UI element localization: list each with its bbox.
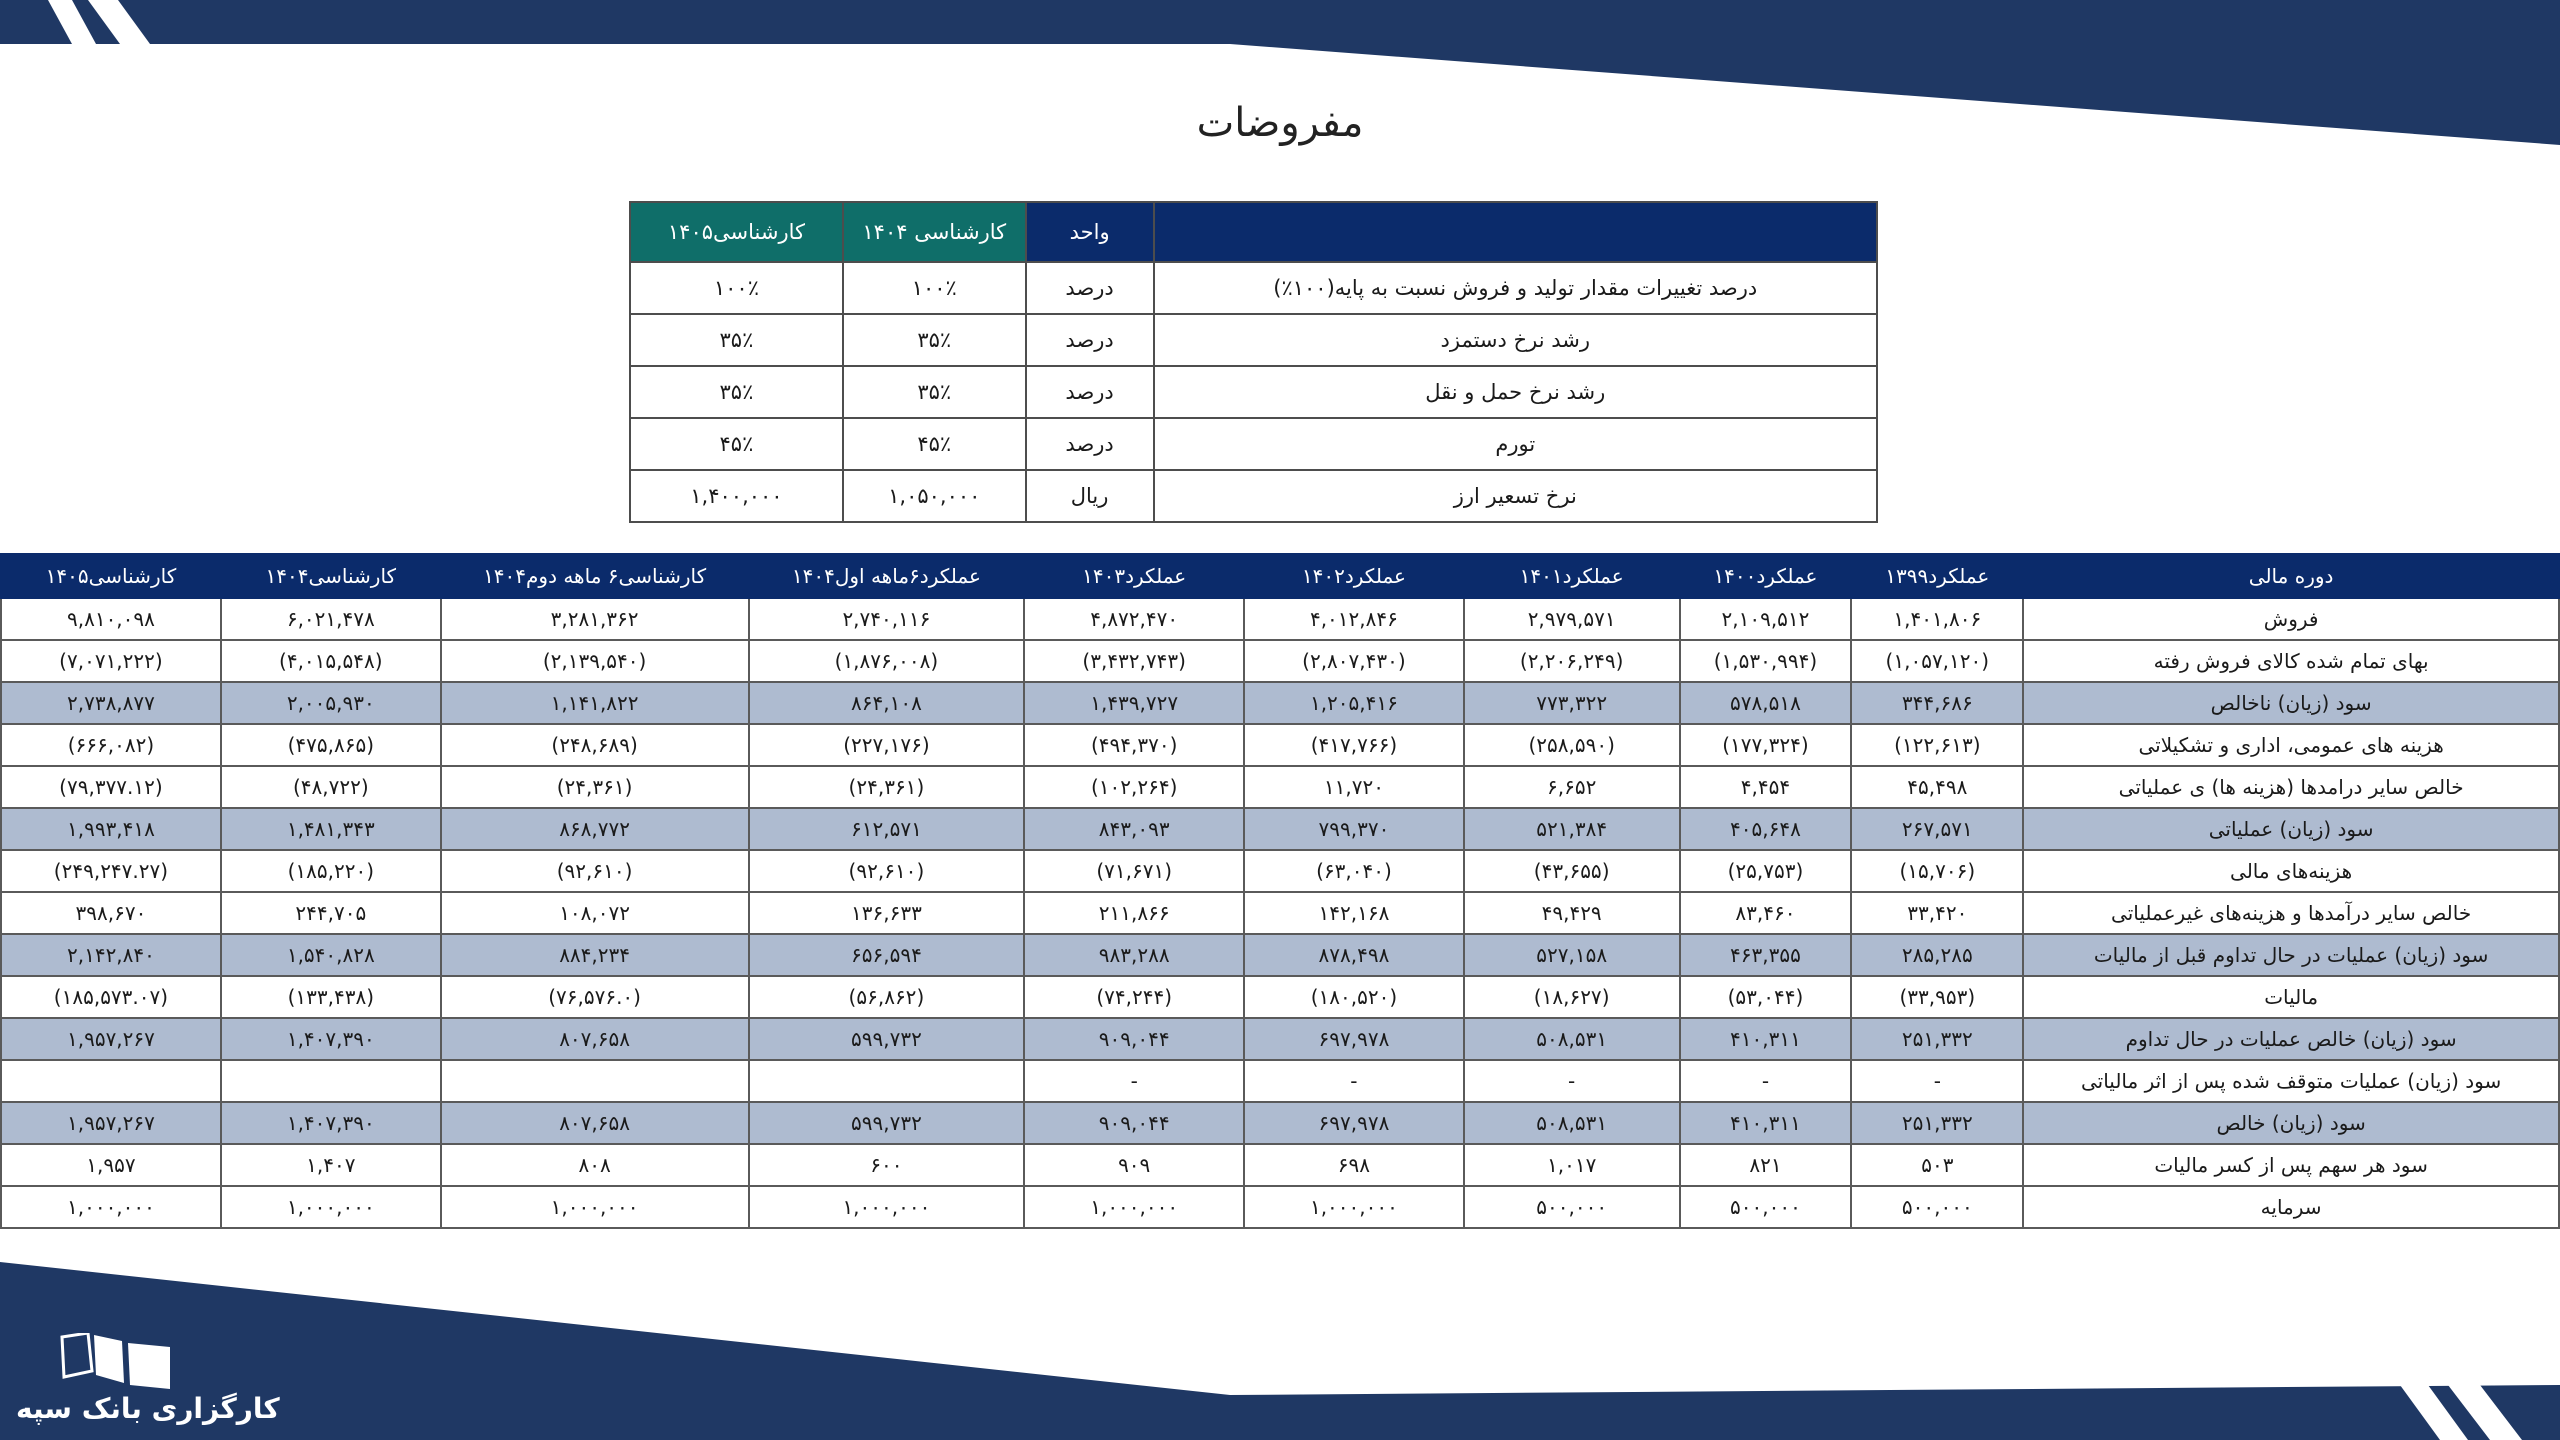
financial-cell: (۴۱۷,۷۶۶) [1244, 724, 1464, 766]
financial-cell: ۸۰۷,۶۵۸ [441, 1018, 749, 1060]
financial-cell: - [1244, 1060, 1464, 1102]
financial-cell: ۱,۹۵۷,۲۶۷ [1, 1018, 221, 1060]
assumption-1404: ۴۵٪ [843, 418, 1026, 470]
financial-cell: ۱,۹۵۷ [1, 1144, 221, 1186]
financial-cell: (۱۸,۶۲۷) [1464, 976, 1680, 1018]
financial-cell: ۱,۰۰۰,۰۰۰ [221, 1186, 441, 1228]
assumption-1404: ۳۵٪ [843, 366, 1026, 418]
financial-cell: ۱,۵۴۰,۸۲۸ [221, 934, 441, 976]
assumption-row [630, 262, 1877, 314]
financial-cell: ۴,۴۵۴ [1680, 766, 1852, 808]
financial-cell: ۱,۰۰۰,۰۰۰ [1024, 1186, 1244, 1228]
financial-cell: ۶۵۶,۵۹۴ [749, 934, 1025, 976]
assumption-label: نرخ تسعیر ارز [1154, 470, 1877, 522]
financial-header-col: عملکرد۱۴۰۱ [1464, 554, 1680, 598]
financial-cell: (۷,۰۷۱,۲۲۲) [1, 640, 221, 682]
assumptions-header-unit: واحد [1026, 202, 1154, 262]
financial-cell: (۹۲,۶۱۰) [441, 850, 749, 892]
financial-row-label: سود (زیان) عملیات متوقف شده پس از اثر مالیاتی [2023, 1060, 2559, 1102]
financial-cell: ۲۴۴,۷۰۵ [221, 892, 441, 934]
financial-cell: ۲,۷۴۰,۱۱۶ [749, 598, 1025, 640]
assumption-unit: ریال [1026, 470, 1154, 522]
financial-row [1, 1186, 2559, 1228]
financial-cell: - [1680, 1060, 1852, 1102]
financial-cell: ۲,۱۴۲,۸۴۰ [1, 934, 221, 976]
financial-cell: (۲,۸۰۷,۴۳۰) [1244, 640, 1464, 682]
financial-row [1, 1144, 2559, 1186]
assumptions-header-1405: کارشناسی۱۴۰۵ [630, 202, 843, 262]
financial-cell: ۴۰۵,۶۴۸ [1680, 808, 1852, 850]
financial-row-label: خالص سایر درآمدها و هزینه‌های غیرعملیاتی [2023, 892, 2559, 934]
financial-row-label: سود هر سهم پس از کسر مالیات [2023, 1144, 2559, 1186]
financial-header-col: عملکرد۱۴۰۲ [1244, 554, 1464, 598]
financial-cell: (۲۴۸,۶۸۹) [441, 724, 749, 766]
financial-row-label: فروش [2023, 598, 2559, 640]
assumptions-header-item [1154, 202, 1877, 262]
financial-row [1, 682, 2559, 724]
bottom-band [0, 1262, 2560, 1440]
financial-cell: ۸۰۸ [441, 1144, 749, 1186]
financial-header-col: عملکرد۶ماهه اول۱۴۰۴ [749, 554, 1025, 598]
financial-cell: - [1024, 1060, 1244, 1102]
financial-cell: ۱۰۸,۰۷۲ [441, 892, 749, 934]
financial-cell: ۱,۰۰۰,۰۰۰ [749, 1186, 1025, 1228]
financial-cell: ۱۱,۷۲۰ [1244, 766, 1464, 808]
financial-cell: ۸۳,۴۶۰ [1680, 892, 1852, 934]
financial-cell: (۶۳,۰۴۰) [1244, 850, 1464, 892]
financial-cell: (۳,۴۳۲,۷۴۳) [1024, 640, 1244, 682]
financial-cell: ۸۷۸,۴۹۸ [1244, 934, 1464, 976]
financial-cell: ۳۳,۴۲۰ [1851, 892, 2023, 934]
financial-cell: - [1851, 1060, 2023, 1102]
financial-header-col: عملکرد۱۳۹۹ [1851, 554, 2023, 598]
financial-cell: (۲,۱۳۹,۵۴۰) [441, 640, 749, 682]
financial-cell: ۵۰۰,۰۰۰ [1680, 1186, 1852, 1228]
financial-row [1, 724, 2559, 766]
financial-cell: (۴۸,۷۲۲) [221, 766, 441, 808]
financial-cell: ۹۰۹,۰۴۴ [1024, 1018, 1244, 1060]
financial-cell: ۴۶۳,۳۵۵ [1680, 934, 1852, 976]
financial-cell: ۱,۴۳۹,۷۲۷ [1024, 682, 1244, 724]
financial-row [1, 1060, 2559, 1102]
financial-cell: ۵۰۸,۵۳۱ [1464, 1102, 1680, 1144]
financial-cell: ۵۰۰,۰۰۰ [1464, 1186, 1680, 1228]
financial-cell: (۱۳۳,۴۳۸) [221, 976, 441, 1018]
financial-cell: (۱۷۷,۳۲۴) [1680, 724, 1852, 766]
financial-row [1, 976, 2559, 1018]
assumptions-table [629, 201, 1878, 523]
financial-cell: ۴۱۰,۳۱۱ [1680, 1102, 1852, 1144]
financial-cell: ۴۹,۴۲۹ [1464, 892, 1680, 934]
financial-cell: (۵۶,۸۶۲) [749, 976, 1025, 1018]
financial-cell: ۸۶۸,۷۷۲ [441, 808, 749, 850]
financial-cell: ۶۹۸ [1244, 1144, 1464, 1186]
financial-header-period: دوره مالی [2023, 554, 2559, 598]
financial-cell: ۱,۱۴۱,۸۲۲ [441, 682, 749, 724]
financial-cell: (۲۲۷,۱۷۶) [749, 724, 1025, 766]
financial-cell: ۸۴۳,۰۹۳ [1024, 808, 1244, 850]
logo-text: کارگزاری بانک سپه [16, 1392, 280, 1425]
financial-cell: ۴۱۰,۳۱۱ [1680, 1018, 1852, 1060]
financial-cell: ۵۹۹,۷۳۲ [749, 1102, 1025, 1144]
financial-cell: ۱,۰۰۰,۰۰۰ [1244, 1186, 1464, 1228]
financial-row [1, 934, 2559, 976]
financial-cell: ۶۹۷,۹۷۸ [1244, 1018, 1464, 1060]
financial-row-label: سود (زیان) عملیاتی [2023, 808, 2559, 850]
financial-cell: ۱,۲۰۵,۴۱۶ [1244, 682, 1464, 724]
financial-row [1, 640, 2559, 682]
financial-cell: ۵۷۸,۵۱۸ [1680, 682, 1852, 724]
assumption-1405: ۳۵٪ [630, 366, 843, 418]
financial-cell [749, 1060, 1025, 1102]
financial-cell: (۱۸۵,۲۲۰) [221, 850, 441, 892]
financial-cell: ۹۸۳,۲۸۸ [1024, 934, 1244, 976]
financial-cell: ۵۲۱,۳۸۴ [1464, 808, 1680, 850]
assumption-1404: ۱,۰۵۰,۰۰۰ [843, 470, 1026, 522]
financial-row [1, 766, 2559, 808]
financial-cell: (۱,۰۵۷,۱۲۰) [1851, 640, 2023, 682]
financial-cell: ۱,۰۰۰,۰۰۰ [441, 1186, 749, 1228]
financial-header-row [1, 554, 2559, 598]
page-title: مفروضات [1196, 100, 1364, 146]
financial-cell: ۲۶۷,۵۷۱ [1851, 808, 2023, 850]
financial-cell: ۱,۹۹۳,۴۱۸ [1, 808, 221, 850]
financial-cell: ۲۵۱,۳۳۲ [1851, 1018, 2023, 1060]
assumption-row [630, 470, 1877, 522]
assumption-unit: درصد [1026, 314, 1154, 366]
financial-cell: ۹۰۹,۰۴۴ [1024, 1102, 1244, 1144]
financial-cell: ۲,۹۷۹,۵۷۱ [1464, 598, 1680, 640]
financial-cell: ۶,۰۲۱,۴۷۸ [221, 598, 441, 640]
assumption-unit: درصد [1026, 418, 1154, 470]
financial-cell: (۷۶,۵۷۶.۰) [441, 976, 749, 1018]
financial-cell: ۶۰۰ [749, 1144, 1025, 1186]
financial-cell: ۱,۴۰۷ [221, 1144, 441, 1186]
assumption-1405: ۱۰۰٪ [630, 262, 843, 314]
financial-cell: ۳۴۴,۶۸۶ [1851, 682, 2023, 724]
financial-cell: ۱,۴۰۷,۳۹۰ [221, 1018, 441, 1060]
financial-cell: ۶,۶۵۲ [1464, 766, 1680, 808]
financial-cell: ۳,۲۸۱,۳۶۲ [441, 598, 749, 640]
financial-header-col: کارشناسی۶ ماهه دوم۱۴۰۴ [441, 554, 749, 598]
financial-row [1, 808, 2559, 850]
financial-row [1, 1102, 2559, 1144]
financial-cell: ۸۸۴,۲۳۴ [441, 934, 749, 976]
assumption-unit: درصد [1026, 262, 1154, 314]
financial-row-label: سود (زیان) ناخالص [2023, 682, 2559, 724]
financial-cell: ۹۰۹ [1024, 1144, 1244, 1186]
financial-cell: (۲۴,۳۶۱) [441, 766, 749, 808]
financial-cell: (۱۰۲,۲۶۴) [1024, 766, 1244, 808]
financial-cell: ۱,۰۰۰,۰۰۰ [1, 1186, 221, 1228]
financial-cell [221, 1060, 441, 1102]
financial-header-col: عملکرد۱۴۰۳ [1024, 554, 1244, 598]
financial-cell: ۱,۹۵۷,۲۶۷ [1, 1102, 221, 1144]
financial-cell [1, 1060, 221, 1102]
financial-header-col: کارشناسی۱۴۰۵ [1, 554, 221, 598]
assumption-1405: ۳۵٪ [630, 314, 843, 366]
financial-cell: ۱,۰۱۷ [1464, 1144, 1680, 1186]
financial-table [0, 553, 2560, 1229]
financial-cell: (۲۵۸,۵۹۰) [1464, 724, 1680, 766]
assumption-label: رشد نرخ دستمزد [1154, 314, 1877, 366]
financial-cell: ۴۵,۴۹۸ [1851, 766, 2023, 808]
financial-cell: ۱,۴۰۱,۸۰۶ [1851, 598, 2023, 640]
financial-cell: (۷۹,۳۷۷.۱۲) [1, 766, 221, 808]
financial-cell: ۷۷۳,۳۲۲ [1464, 682, 1680, 724]
financial-cell: (۴۳,۶۵۵) [1464, 850, 1680, 892]
financial-cell: (۱۵,۷۰۶) [1851, 850, 2023, 892]
financial-row [1, 850, 2559, 892]
financial-cell: (۱۲۲,۶۱۳) [1851, 724, 2023, 766]
financial-cell: (۱۸۰,۵۲۰) [1244, 976, 1464, 1018]
financial-cell: ۶۹۷,۹۷۸ [1244, 1102, 1464, 1144]
financial-cell: ۳۹۸,۶۷۰ [1, 892, 221, 934]
financial-row-label: سود (زیان) خالص عملیات در حال تداوم [2023, 1018, 2559, 1060]
financial-header-col: عملکرد۱۴۰۰ [1680, 554, 1852, 598]
financial-row-label: مالیات [2023, 976, 2559, 1018]
financial-cell: ۵۰۰,۰۰۰ [1851, 1186, 2023, 1228]
financial-cell: ۵۰۳ [1851, 1144, 2023, 1186]
assumptions-header-1404: کارشناسی ۱۴۰۴ [843, 202, 1026, 262]
sepah-logo-icon [58, 1333, 176, 1391]
financial-cell: ۲۵۱,۳۳۲ [1851, 1102, 2023, 1144]
financial-cell: (۴۷۵,۸۶۵) [221, 724, 441, 766]
financial-cell: (۱,۵۳۰,۹۹۴) [1680, 640, 1852, 682]
financial-cell: (۶۶۶,۰۸۲) [1, 724, 221, 766]
financial-row-label: سرمایه [2023, 1186, 2559, 1228]
financial-cell: (۲۵,۷۵۳) [1680, 850, 1852, 892]
financial-header-col: کارشناسی۱۴۰۴ [221, 554, 441, 598]
financial-cell: (۴۹۴,۳۷۰) [1024, 724, 1244, 766]
financial-cell: (۱,۸۷۶,۰۰۸) [749, 640, 1025, 682]
financial-cell: (۴,۰۱۵,۵۴۸) [221, 640, 441, 682]
financial-row-label: سود (زیان) عملیات در حال تداوم قبل از مالیات [2023, 934, 2559, 976]
financial-row-label: سود (زیان) خالص [2023, 1102, 2559, 1144]
financial-cell: ۴,۰۱۲,۸۴۶ [1244, 598, 1464, 640]
financial-cell: (۱۸۵,۵۷۳.۰۷) [1, 976, 221, 1018]
assumptions-header-row [630, 202, 1877, 262]
financial-cell: (۵۳,۰۴۴) [1680, 976, 1852, 1018]
financial-row [1, 892, 2559, 934]
financial-cell: ۵۰۸,۵۳۱ [1464, 1018, 1680, 1060]
financial-cell: ۲,۰۰۵,۹۳۰ [221, 682, 441, 724]
financial-cell [441, 1060, 749, 1102]
assumption-row [630, 418, 1877, 470]
financial-cell: (۲۴,۳۶۱) [749, 766, 1025, 808]
financial-cell: ۶۱۲,۵۷۱ [749, 808, 1025, 850]
financial-row-label: هزینه‌های مالی [2023, 850, 2559, 892]
financial-cell: ۹,۸۱۰,۰۹۸ [1, 598, 221, 640]
assumption-row [630, 366, 1877, 418]
financial-cell: (۳۳,۹۵۳) [1851, 976, 2023, 1018]
assumption-row [630, 314, 1877, 366]
assumption-1404: ۱۰۰٪ [843, 262, 1026, 314]
financial-cell: ۸۶۴,۱۰۸ [749, 682, 1025, 724]
financial-row [1, 1018, 2559, 1060]
financial-cell: ۱۴۲,۱۶۸ [1244, 892, 1464, 934]
assumption-label: درصد تغییرات مقدار تولید و فروش نسبت به پایه(۱۰۰٪) [1154, 262, 1877, 314]
financial-cell: ۴,۸۷۲,۴۷۰ [1024, 598, 1244, 640]
financial-cell: ۸۲۱ [1680, 1144, 1852, 1186]
financial-cell: (۲۴۹,۲۴۷.۲۷) [1, 850, 221, 892]
financial-cell: ۲۸۵,۲۸۵ [1851, 934, 2023, 976]
financial-cell: - [1464, 1060, 1680, 1102]
financial-row-label: خالص سایر درامدها (هزینه ها) ی عملیاتی [2023, 766, 2559, 808]
financial-cell: (۷۴,۲۴۴) [1024, 976, 1244, 1018]
assumption-label: تورم [1154, 418, 1877, 470]
financial-cell: ۱۳۶,۶۳۳ [749, 892, 1025, 934]
financial-cell: ۷۹۹,۳۷۰ [1244, 808, 1464, 850]
assumption-unit: درصد [1026, 366, 1154, 418]
financial-cell: ۵۲۷,۱۵۸ [1464, 934, 1680, 976]
assumption-1405: ۴۵٪ [630, 418, 843, 470]
financial-cell: (۷۱,۶۷۱) [1024, 850, 1244, 892]
financial-row-label: بهای تمام شده کالای فروش رفته [2023, 640, 2559, 682]
financial-cell: ۱,۴۰۷,۳۹۰ [221, 1102, 441, 1144]
financial-cell: ۱,۴۸۱,۳۴۳ [221, 808, 441, 850]
financial-cell: ۲,۷۳۸,۸۷۷ [1, 682, 221, 724]
financial-row-label: هزینه های عمومی، اداری و تشکیلاتی [2023, 724, 2559, 766]
financial-row [1, 598, 2559, 640]
assumption-1405: ۱,۴۰۰,۰۰۰ [630, 470, 843, 522]
financial-cell: ۲۱۱,۸۶۶ [1024, 892, 1244, 934]
financial-cell: ۸۰۷,۶۵۸ [441, 1102, 749, 1144]
financial-cell: (۲,۲۰۶,۲۴۹) [1464, 640, 1680, 682]
assumption-label: رشد نرخ حمل و نقل [1154, 366, 1877, 418]
financial-cell: (۹۲,۶۱۰) [749, 850, 1025, 892]
assumption-1404: ۳۵٪ [843, 314, 1026, 366]
financial-cell: ۲,۱۰۹,۵۱۲ [1680, 598, 1852, 640]
financial-cell: ۵۹۹,۷۳۲ [749, 1018, 1025, 1060]
